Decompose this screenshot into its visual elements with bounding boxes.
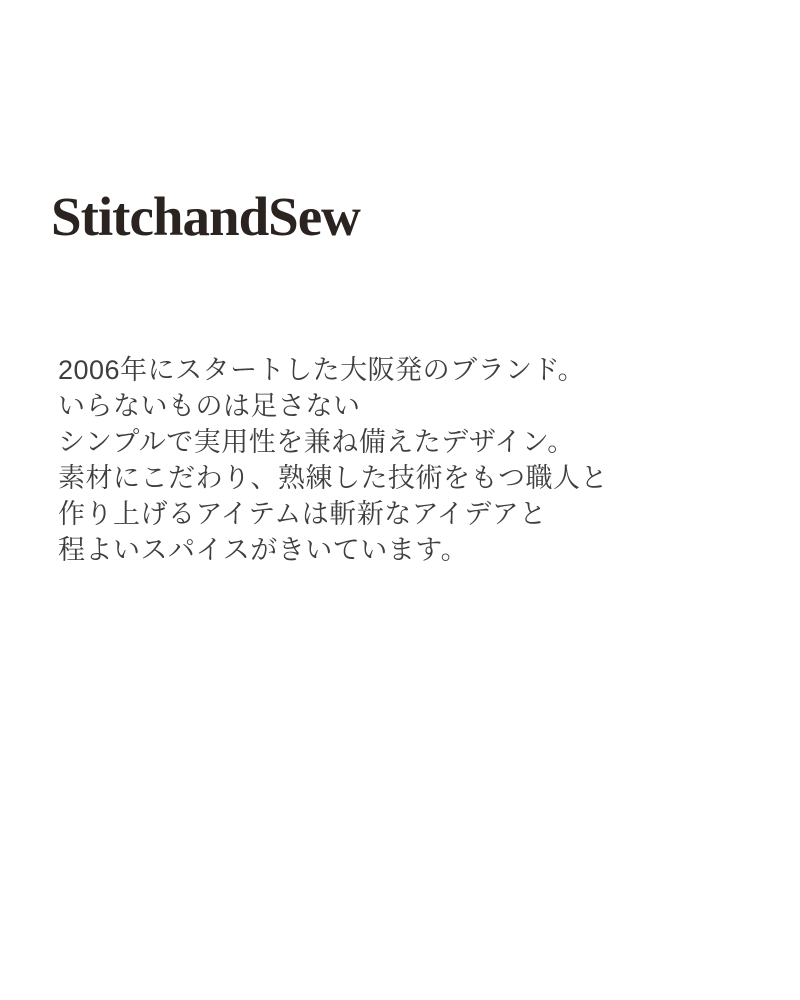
brand-description: [58, 352, 608, 568]
brand-title: StitchandSew: [51, 186, 360, 247]
brand-description-line: シンプルで実用性を兼ね備えたデザイン。: [58, 427, 575, 457]
brand-description-line: 素材にこだわり、熟練した技術をもつ職人と: [58, 463, 608, 493]
brand-description-line: いらないものは足さない: [58, 391, 361, 421]
brand-description-line: 2006年にスタートした大阪発のブランド。: [58, 355, 586, 385]
brand-description-line: 程よいスパイスがきいています。: [58, 535, 469, 565]
brand-description-line: 作り上げるアイテムは斬新なアイデアと: [58, 499, 547, 529]
